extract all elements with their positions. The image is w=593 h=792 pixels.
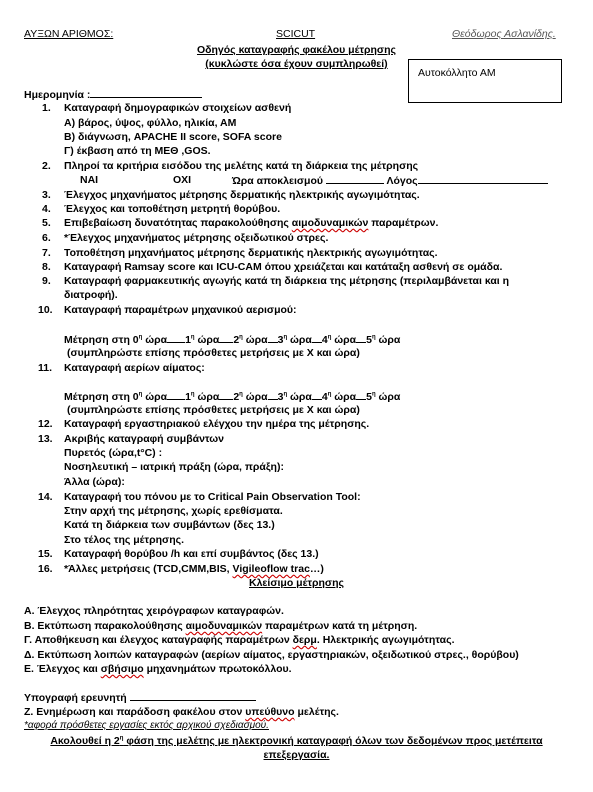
num-3: 3.	[42, 189, 51, 201]
item-1: Καταγραφή δημογραφικών στοιχείων ασθενή	[64, 102, 292, 114]
item-8: Καταγραφή Ramsay score και ICU-CAM όπου χρειάζεται και κατάταξη ασθενή σε ομάδα.	[64, 261, 503, 273]
item-14: Καταγραφή του πόνου με το Critical Pain Observation Tool:	[64, 491, 361, 503]
header-left: ΑΥΞΩΝ ΑΡΙΘΜΟΣ:	[24, 28, 114, 40]
doc-title: Οδηγός καταγραφής φακέλου μέτρησης	[196, 44, 396, 56]
yes-option: ΝΑΙ	[80, 174, 99, 186]
num-9: 9.	[42, 275, 51, 287]
item-12: Καταγραφή εργαστηριακού ελέγχου την ημέρα της μέτρησης.	[64, 418, 370, 430]
measurement-row-1: Μέτρηση στη $0^\eta$ ώρα $1^\eta$ ώρα $2^\eta$ ώρα $3^\eta$ ώρα $4^\eta$ ώρα $5^\eta$ ώρα	[64, 334, 401, 346]
num-2: 2.	[42, 160, 51, 172]
fill-note-1: (συμπληρώστε επίσης πρόσθετες μετρήσεις με Χ και ώρα)	[67, 347, 360, 359]
num-15: 15.	[38, 548, 53, 560]
closing-g: Γ. Αποθήκευση και έλεγχος καταγραφής παραμέτρων δερμ. Ηλεκτρικής αγωγιμότητας.	[24, 634, 455, 646]
item-14b: Κατά τη διάρκεια των συμβάντων (δες 13.)	[64, 519, 275, 531]
closing-d: Δ. Εκτύπωση λοιπών καταγραφών (αερίων αίματος, εργαστηριακών, οξειδωτικού στρες., θορύβου)	[24, 649, 519, 661]
num-1: 1.	[42, 102, 51, 114]
item-15: Καταγραφή θορύβου /h και επί συμβάντος (δες 13.)	[64, 548, 319, 560]
num-16: 16.	[38, 563, 53, 575]
item-13b: Νοσηλευτική – ιατρική πράξη (ώρα, πράξη):	[64, 461, 284, 473]
closing-a: Α. Έλεγχος πληρότητας χειρόγραφων καταγραφών.	[24, 605, 284, 617]
num-4: 4.	[42, 203, 51, 215]
item-13: Ακριβής καταγραφή συμβάντων	[64, 433, 225, 445]
footer-line-2: επεξεργασία.	[263, 749, 330, 761]
footer-line-1: Ακολουθεί η $2^\eta$ φάση της μελέτης με ηλεκτρονική καταγραφή όλων των δεδομένων προς μετέπειτα	[50, 735, 543, 747]
closing-e: Ε. Έλεγχος και σβήσιμο μηχανημάτων πρωτοκόλλου.	[24, 663, 292, 675]
item-2: Πληροί τα κριτήρια εισόδου της μελέτης κατά τη διάρκεια της μέτρησης	[64, 160, 419, 172]
date-line	[24, 88, 202, 101]
closing-title: Κλείσιμο μέτρησης	[249, 577, 344, 589]
item-14a: Στην αρχή της μέτρησης, χωρίς ερεθίσματα.	[64, 505, 283, 517]
num-5: 5.	[42, 217, 51, 229]
num-8: 8.	[42, 261, 51, 273]
item-16: *Άλλες μετρήσεις (TCD,CMM,BIS, Vigileoflow trac…)	[64, 563, 324, 575]
sticker-label: Αυτοκόλλητο ΑΜ	[418, 67, 496, 79]
item-1a: Α) βάρος, ύψος, φύλλο, ηλικία, ΑΜ	[64, 117, 237, 129]
item-3: Έλεγχος μηχανήματος μέτρησης δερματικής ηλεκτρικής αγωγιμότητας.	[64, 189, 420, 201]
num-6: 6.	[42, 232, 51, 244]
num-7: 7.	[42, 247, 51, 259]
fill-note-2: (συμπληρώστε επίσης πρόσθετες μετρήσεις με Χ και ώρα)	[67, 404, 360, 416]
header-mid: SCICUT	[276, 28, 316, 40]
num-11: 11.	[38, 362, 53, 374]
item-4: Έλεγχος και τοποθέτηση μετρητή θορύβου.	[64, 203, 281, 215]
header-right: Θεόδωρος Ασλανίδης.	[452, 28, 556, 40]
doc-subtitle: (κυκλώστε όσα έχουν συμπληρωθεί)	[205, 58, 388, 70]
item-10: Καταγραφή παραμέτρων μηχανικού αερισμού:	[64, 304, 297, 316]
item-1b: Β) διάγνωση, APACHE II score, SOFA score	[64, 131, 282, 143]
item-9a: Καταγραφή φαρμακευτικής αγωγής κατά τη διάρκεια της μέτρησης (περιλαμβάνεται και η	[64, 275, 510, 287]
footnote: *αφορά πρόσθετες εργασίες εκτός αρχικού σχεδιασμού.	[24, 720, 269, 731]
no-option: ΟΧΙ	[173, 174, 192, 186]
exclusion-time: Ώρα αποκλεισμού Λόγος	[232, 174, 548, 187]
item-13a: Πυρετός (ώρα,t°C) :	[64, 447, 163, 459]
num-12: 12.	[38, 418, 53, 430]
num-13: 13.	[38, 433, 53, 445]
closing-z: Ζ. Ενημέρωση και παράδοση φακέλου στον υπεύθυνο μελέτης.	[24, 706, 339, 718]
item-6: *Έλεγχος μηχανήματος μέτρησης οξειδωτικού στρες.	[64, 232, 329, 244]
sticker-box	[408, 59, 562, 103]
date-label: Ημερομηνία :	[24, 89, 91, 101]
num-10: 10.	[38, 304, 53, 316]
item-11: Καταγραφή αερίων αίματος:	[64, 362, 205, 374]
item-13c: Άλλα (ώρα):	[64, 476, 125, 488]
num-14: 14.	[38, 491, 53, 503]
item-5: Επιβεβαίωση δυνατότητας παρακολούθησης αιμοδυναμικών παραμέτρων.	[64, 217, 439, 229]
measurement-row-2: Μέτρηση στη $0^\eta$ ώρα $1^\eta$ ώρα $2^\eta$ ώρα $3^\eta$ ώρα $4^\eta$ ώρα $5^\eta$ ώρα	[64, 391, 401, 403]
item-7: Τοποθέτηση μηχανήματος μέτρησης δερματικής ηλεκτρικής αγωγιμότητας.	[64, 247, 438, 259]
signature-line: Υπογραφή ερευνητή	[24, 691, 256, 704]
closing-b: Β. Εκτύπωση παρακολούθησης αιμοδυναμικών παραμέτρων κατά τη μέτρηση.	[24, 620, 418, 632]
item-14c: Στο τέλος της μέτρησης.	[64, 534, 184, 546]
item-1c: Γ) έκβαση από τη ΜΕΘ ,GOS.	[64, 145, 211, 157]
item-9b: διατροφή).	[64, 289, 118, 301]
